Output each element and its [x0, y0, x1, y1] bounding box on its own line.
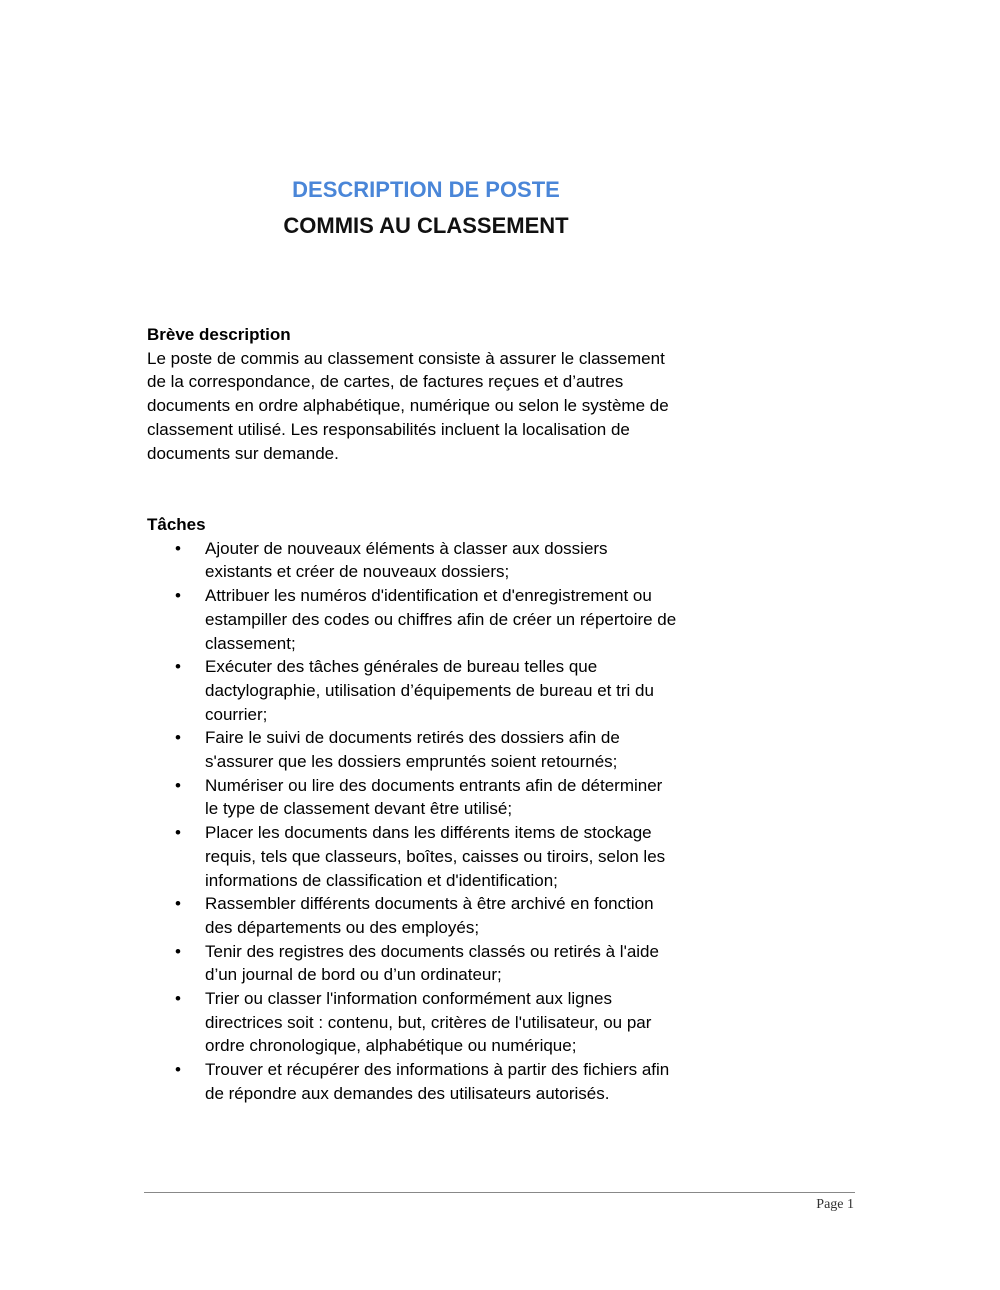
document-title: DESCRIPTION DE POSTE [292, 177, 560, 202]
list-item [147, 655, 747, 726]
bullet-icon: • [175, 538, 181, 558]
list-item-line: Exécuter des tâches générales de bureau telles que [205, 657, 598, 677]
list-item-line: d’un journal de bord ou d’un ordinateur; [205, 965, 502, 985]
list-item [147, 537, 747, 584]
bullet-icon: • [175, 586, 181, 606]
bullet-icon: • [175, 823, 181, 843]
tasks-section [147, 513, 747, 1106]
list-item-line: Placer les documents dans les différents items de stockage [205, 823, 652, 843]
summary-section [147, 323, 727, 465]
list-item-line: courrier; [205, 704, 268, 724]
list-item-line: de répondre aux demandes des utilisateurs autorisés. [205, 1083, 610, 1103]
list-item-line: s'assurer que les dossiers empruntés soient retournés; [205, 752, 618, 772]
list-item [147, 821, 747, 892]
list-item [147, 892, 747, 939]
footer-divider [144, 1192, 855, 1193]
bullet-icon: • [175, 728, 181, 748]
list-item-line: le type de classement devant être utilisé; [205, 799, 513, 819]
summary-line: classement utilisé. Les responsabilités incluent la localisation de [147, 419, 630, 439]
list-item-line: Tenir des registres des documents classés ou retirés à l'aide [205, 941, 659, 961]
summary-line: documents sur demande. [147, 443, 339, 463]
bullet-icon: • [175, 894, 181, 914]
list-item-line: Faire le suivi de documents retirés des dossiers afin de [205, 728, 620, 748]
list-item-line: dactylographie, utilisation d’équipements de bureau et tri du [205, 680, 654, 700]
bullet-icon: • [175, 941, 181, 961]
list-item [147, 1058, 747, 1105]
summary-line: Le poste de commis au classement consiste à assurer le classement [147, 348, 665, 368]
bullet-icon: • [175, 657, 181, 677]
list-item-line: existants et créer de nouveaux dossiers; [205, 562, 510, 582]
list-item-line: Ajouter de nouveaux éléments à classer aux dossiers [205, 538, 608, 558]
list-item [147, 584, 747, 655]
list-item [147, 987, 747, 1058]
list-item-line: classement; [205, 633, 296, 653]
bullet-icon: • [175, 1060, 181, 1080]
list-item-line: des départements ou des employés; [205, 917, 480, 937]
tasks-heading: Tâches [147, 515, 206, 534]
summary-line: documents en ordre alphabétique, numérique ou selon le système de [147, 396, 669, 416]
list-item-line: Attribuer les numéros d'identification et d'enregistrement ou [205, 586, 652, 606]
summary-heading: Brève description [147, 325, 291, 344]
list-item-line: Rassembler différents documents à être archivé en fonction [205, 894, 654, 914]
bullet-icon: • [175, 775, 181, 795]
tasks-list [147, 537, 747, 1106]
list-item-line: estampiller des codes ou chiffres afin de créer un répertoire de [205, 609, 677, 629]
list-item-line: requis, tels que classeurs, boîtes, caisses ou tiroirs, selon les [205, 846, 666, 866]
list-item-line: Trier ou classer l'information conformément aux lignes [205, 989, 613, 1009]
page-number: Page 1 [816, 1197, 854, 1212]
bullet-icon: • [175, 989, 181, 1009]
list-item-line: Trouver et récupérer des informations à partir des fichiers afin [205, 1060, 670, 1080]
list-item-line: informations de classification et d'identification; [205, 870, 558, 890]
list-item-line: Numériser ou lire des documents entrants afin de déterminer [205, 775, 663, 795]
summary-line: de la correspondance, de cartes, de factures reçues et d’autres [147, 372, 624, 392]
job-title: COMMIS AU CLASSEMENT [283, 213, 569, 238]
list-item [147, 940, 747, 987]
list-item-line: ordre chronologique, alphabétique ou numérique; [205, 1036, 577, 1056]
list-item [147, 726, 747, 773]
list-item-line: directrices soit : contenu, but, critères de l'utilisateur, ou par [205, 1012, 652, 1032]
list-item [147, 774, 747, 821]
